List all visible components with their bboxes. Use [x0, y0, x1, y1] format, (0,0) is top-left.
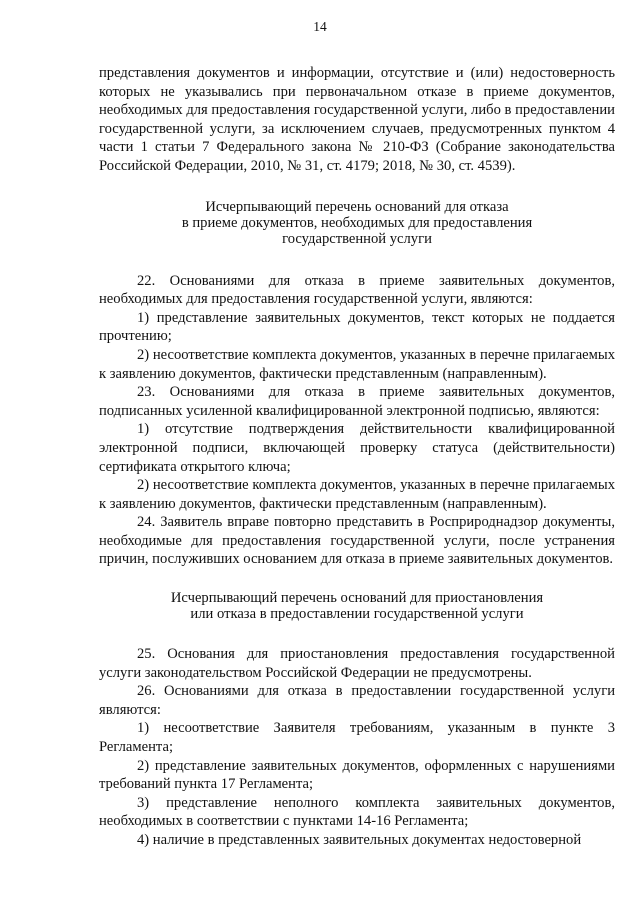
paragraph-24: 24. Заявитель вправе повторно представить в Росприроднадзор документы, необходимые для предоставления государственной услуги, после устранения причин, послуживших основанием для отказа в приеме заявительных документов. [99, 514, 615, 568]
paragraph-26-item-4: 4) наличие в представленных заявительных документах недостоверной [137, 832, 582, 848]
paragraph-26-item-3: 3) представление неполного комплекта заявительных документов, необходимых в соответствии с пунктами 14-16 Регламента; [99, 794, 615, 830]
paragraph-22: 22. Основаниями для отказа в приеме заявительных документов, необходимых для предоставления государственной услуги, являются: [99, 272, 615, 308]
heading-line: или отказа в предоставлении государственной услуги [190, 606, 524, 623]
paragraph-26: 26. Основаниями для отказа в предоставлении государственной услуги являются: [99, 683, 615, 718]
paragraph-22-item-1: 1) представление заявительных документов, текст которых не поддается прочтению; [99, 309, 615, 345]
paragraph-25: 25. Основания для приостановления предоставления государственной услуги законодательством Российской Федерации не предусмотрены. [99, 646, 615, 681]
document-body [99, 64, 615, 850]
section-heading-refusal-documents [99, 199, 615, 247]
heading-line: Исчерпывающий перечень оснований для отказа [205, 198, 509, 215]
intro-paragraph: представления документов и информации, отсутствие и (или) недостоверность которых не указывались при первоначальном отказе в приеме документов, необходимых для предоставления государственной услуги, либо в предоставлении государственной услуги, за исключением случаев, предусмотренных пунктом 4 части 1 статьи 7 Федерального закона № 210-ФЗ (Собрание законодательства Российской Федерации, 2010, № 31, ст. 4179; 2018, № 30, ст. 4539). [99, 65, 615, 174]
paragraph-26-item-2: 2) представление заявительных документов, оформленных с нарушениями требований пункта 17 Регламента; [99, 757, 615, 793]
heading-line: в приеме документов, необходимых для предоставления [181, 214, 533, 231]
paragraph-26-item-1: 1) несоответствие Заявителя требованиям, указанным в пункте 3 Регламента; [99, 720, 615, 756]
heading-line: государственной услуги [282, 230, 432, 247]
page-number: 14 [313, 19, 327, 34]
paragraph-22-item-2: 2) несоответствие комплекта документов, указанных в перечне прилагаемых к заявлению документов, фактически представленным (направленным). [99, 346, 615, 382]
heading-line: Исчерпывающий перечень оснований для приостановления [170, 590, 544, 607]
paragraph-23: 23. Основаниями для отказа в приеме заявительных документов, подписанных усиленной квалифицированной электронной подписью, являются: [99, 384, 615, 419]
paragraph-23-item-2: 2) несоответствие комплекта документов, указанных в перечне прилагаемых к заявлению документов, фактически представленным (направленным). [99, 477, 615, 512]
paragraph-23-item-1: 1) отсутствие подтверждения действительности квалифицированной электронной подписи, включающей проверку статуса (действительности) сертификата открытого ключа; [99, 421, 615, 475]
section-heading-suspension-refusal [99, 590, 615, 622]
